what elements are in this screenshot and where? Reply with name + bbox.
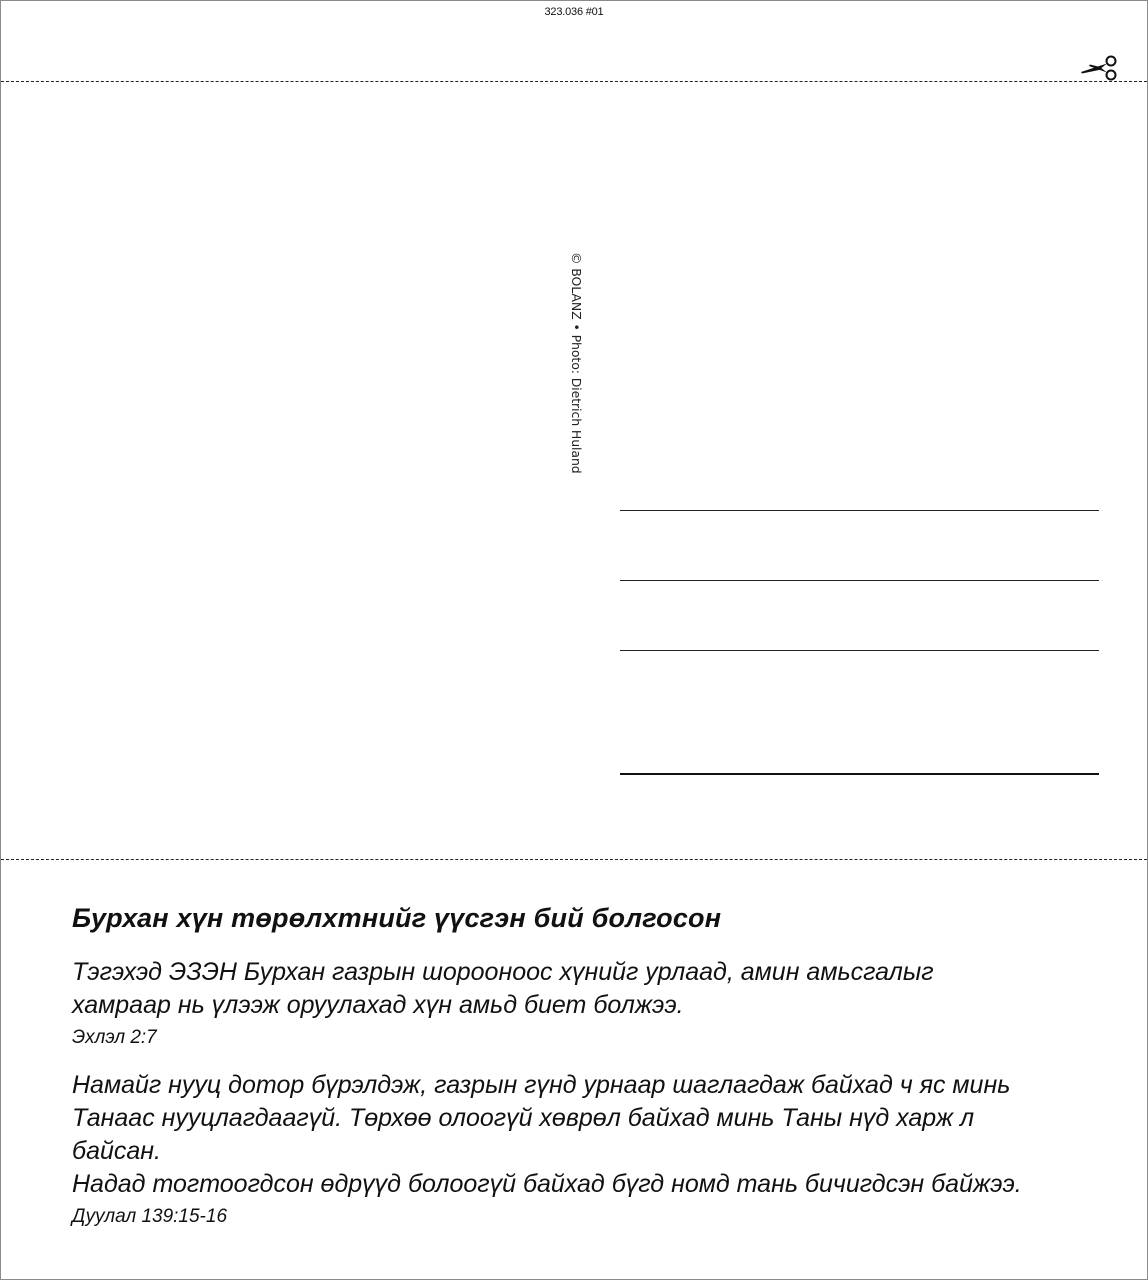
bottom-cut-line xyxy=(1,859,1147,860)
address-line-2 xyxy=(620,580,1099,581)
verse-line: Намайг нууц дотор бүрэлдэж, газрын гүнд урнаар шаглагдаж байхад ч яс минь xyxy=(72,1071,1011,1099)
verse-reference: Дуулал 139:15-16 xyxy=(72,1206,228,1227)
verse-line: Надад тогтоогдсон өдрүүд болоогүй байхад бүгд номд тань бичигдсэн байжээ. xyxy=(72,1170,1022,1198)
photo-credit xyxy=(566,252,586,482)
verse-line: байсан. xyxy=(72,1137,161,1165)
headline: Бурхан хүн төрөлхтнийг үүсгэн бий болгосон xyxy=(72,903,722,933)
verse-genesis xyxy=(72,956,1122,1022)
verse-psalm xyxy=(72,1069,1122,1201)
verse-line: Тэгэхэд ЭЗЭН Бурхан газрын шороонoос хүнийг урлаад, амин амьсгалыг xyxy=(72,958,934,986)
top-cut-line xyxy=(1,81,1147,82)
verse-section xyxy=(72,897,1122,1229)
verse-reference: Эхлэл 2:7 xyxy=(72,1027,157,1048)
address-line-4 xyxy=(620,773,1099,775)
photo-credit-text: © BOLANZ • Photo: Dietrich Huland xyxy=(569,252,584,474)
print-code: 323.036 #01 xyxy=(544,6,604,18)
verse-line: Танаас нууцлагдаагүй. Төрхөө олоогүй хөврөл байхад минь Таны нүд харж л xyxy=(72,1104,975,1132)
verse-line: хамраар нь үлээж оруулахад хүн амьд биет болжээ. xyxy=(72,991,684,1019)
address-line-3 xyxy=(620,650,1099,651)
address-line-1 xyxy=(620,510,1099,511)
scissors-icon xyxy=(1078,54,1120,82)
